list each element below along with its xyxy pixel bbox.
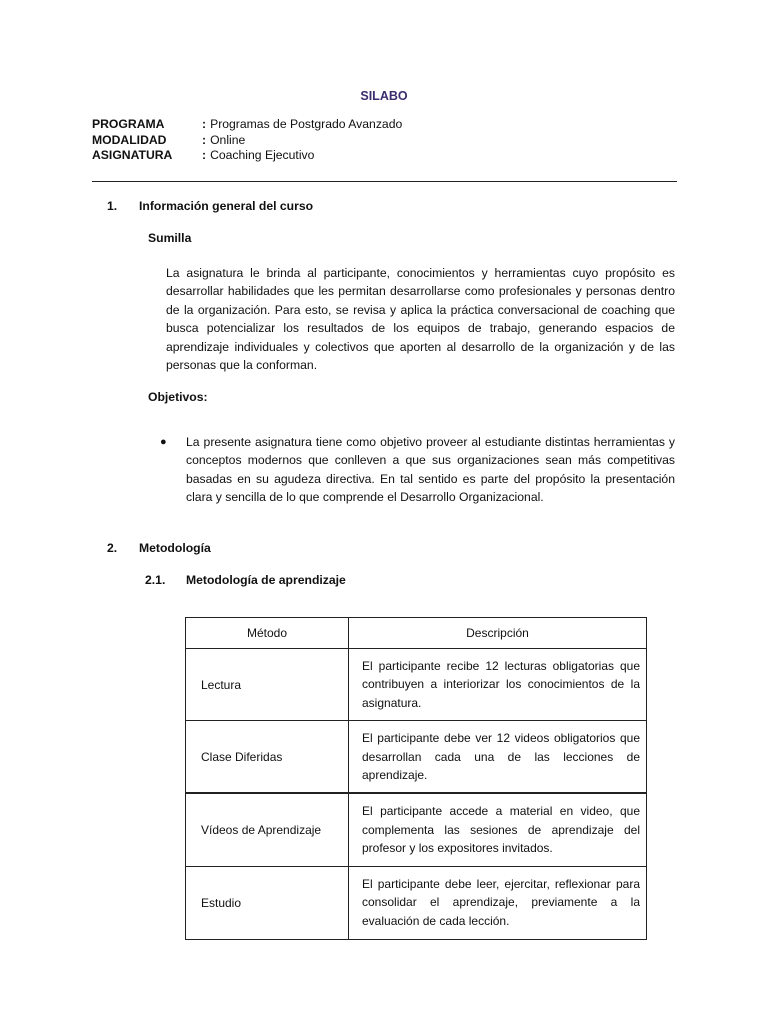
header-separator: : — [202, 148, 207, 162]
table-header-description: Descripción — [349, 618, 647, 649]
header-info — [92, 117, 402, 164]
header-value: Coaching Ejecutivo — [210, 148, 315, 162]
section-2-title: Metodología — [139, 541, 211, 555]
header-key: MODALIDAD — [92, 132, 167, 147]
sumilla-text: La asignatura le brinda al participante, conocimientos y herramientas cuyo propósito es desarrollar habilidades que les permitan desarrollarse como profesionales y personas dentro de la organización. Para esto, se revisa y aplica la práctica conversacional de coaching que busca potencializar los resultados de los equipos de trabajo, generando espacios de aprendizaje individuales y colectivos que aporten al desarrollo de la organización y de las personas que la conforman. — [166, 266, 675, 373]
header-separator: : — [202, 132, 207, 147]
header-separator: : — [202, 117, 207, 131]
objetivo-text: La presente asignatura tiene como objetivo proveer al estudiante distintas herramientas y conceptos modernos que conlleven a que sus organizaciones sean más competitivas basadas en su agudeza directiva. En tal sentido es parte del propósito la presentación clara y sencilla de lo que comprende el Desarrollo Organizacional. — [186, 435, 675, 505]
table-row — [186, 866, 647, 939]
table-row — [186, 649, 647, 721]
description-cell: El participante recibe 12 lecturas obligatorias que contribuyen a interiorizar los conocimientos de la asignatura. — [349, 649, 647, 721]
header-row-asignatura — [92, 148, 402, 164]
section-1-title: Información general del curso — [139, 199, 314, 213]
method-cell: Lectura — [186, 649, 349, 721]
header-row-programa — [92, 117, 402, 133]
method-cell: Estudio — [186, 866, 349, 939]
objetivos-heading: Objetivos: — [148, 390, 208, 404]
table-row — [186, 721, 647, 794]
description-cell: El participante accede a material en video, que complementa las sesiones de aprendizaje del profesor y los expositores invitados. — [349, 793, 647, 866]
subsection-number: 2.1. — [145, 573, 166, 587]
table-header-row — [186, 618, 647, 649]
methodology-table — [185, 617, 647, 940]
header-key: ASIGNATURA — [92, 148, 173, 162]
header-value: Programas de Postgrado Avanzado — [210, 117, 403, 131]
description-cell: El participante debe leer, ejercitar, reflexionar para consolidar el aprendizaje, previamente a la evaluación de cada lección. — [349, 866, 647, 939]
document-title: SILABO — [360, 89, 408, 103]
method-cell: Clase Diferidas — [186, 721, 349, 794]
sumilla-heading: Sumilla — [148, 231, 192, 245]
header-row-modalidad — [92, 133, 402, 149]
header-key: PROGRAMA — [92, 117, 165, 131]
method-cell: Vídeos de Aprendizaje — [186, 793, 349, 866]
bullet-icon: ● — [160, 436, 167, 448]
table-header-method: Método — [186, 618, 349, 649]
section-2-number: 2. — [107, 541, 118, 555]
header-value: Online — [210, 132, 246, 147]
subsection-title: Metodología de aprendizaje — [186, 573, 346, 587]
divider — [92, 181, 677, 182]
table-row — [186, 793, 647, 866]
description-cell: El participante debe ver 12 videos obligatorios que desarrollan cada una de las lecciones de aprendizaje. — [349, 721, 647, 794]
section-1-number: 1. — [107, 199, 118, 213]
